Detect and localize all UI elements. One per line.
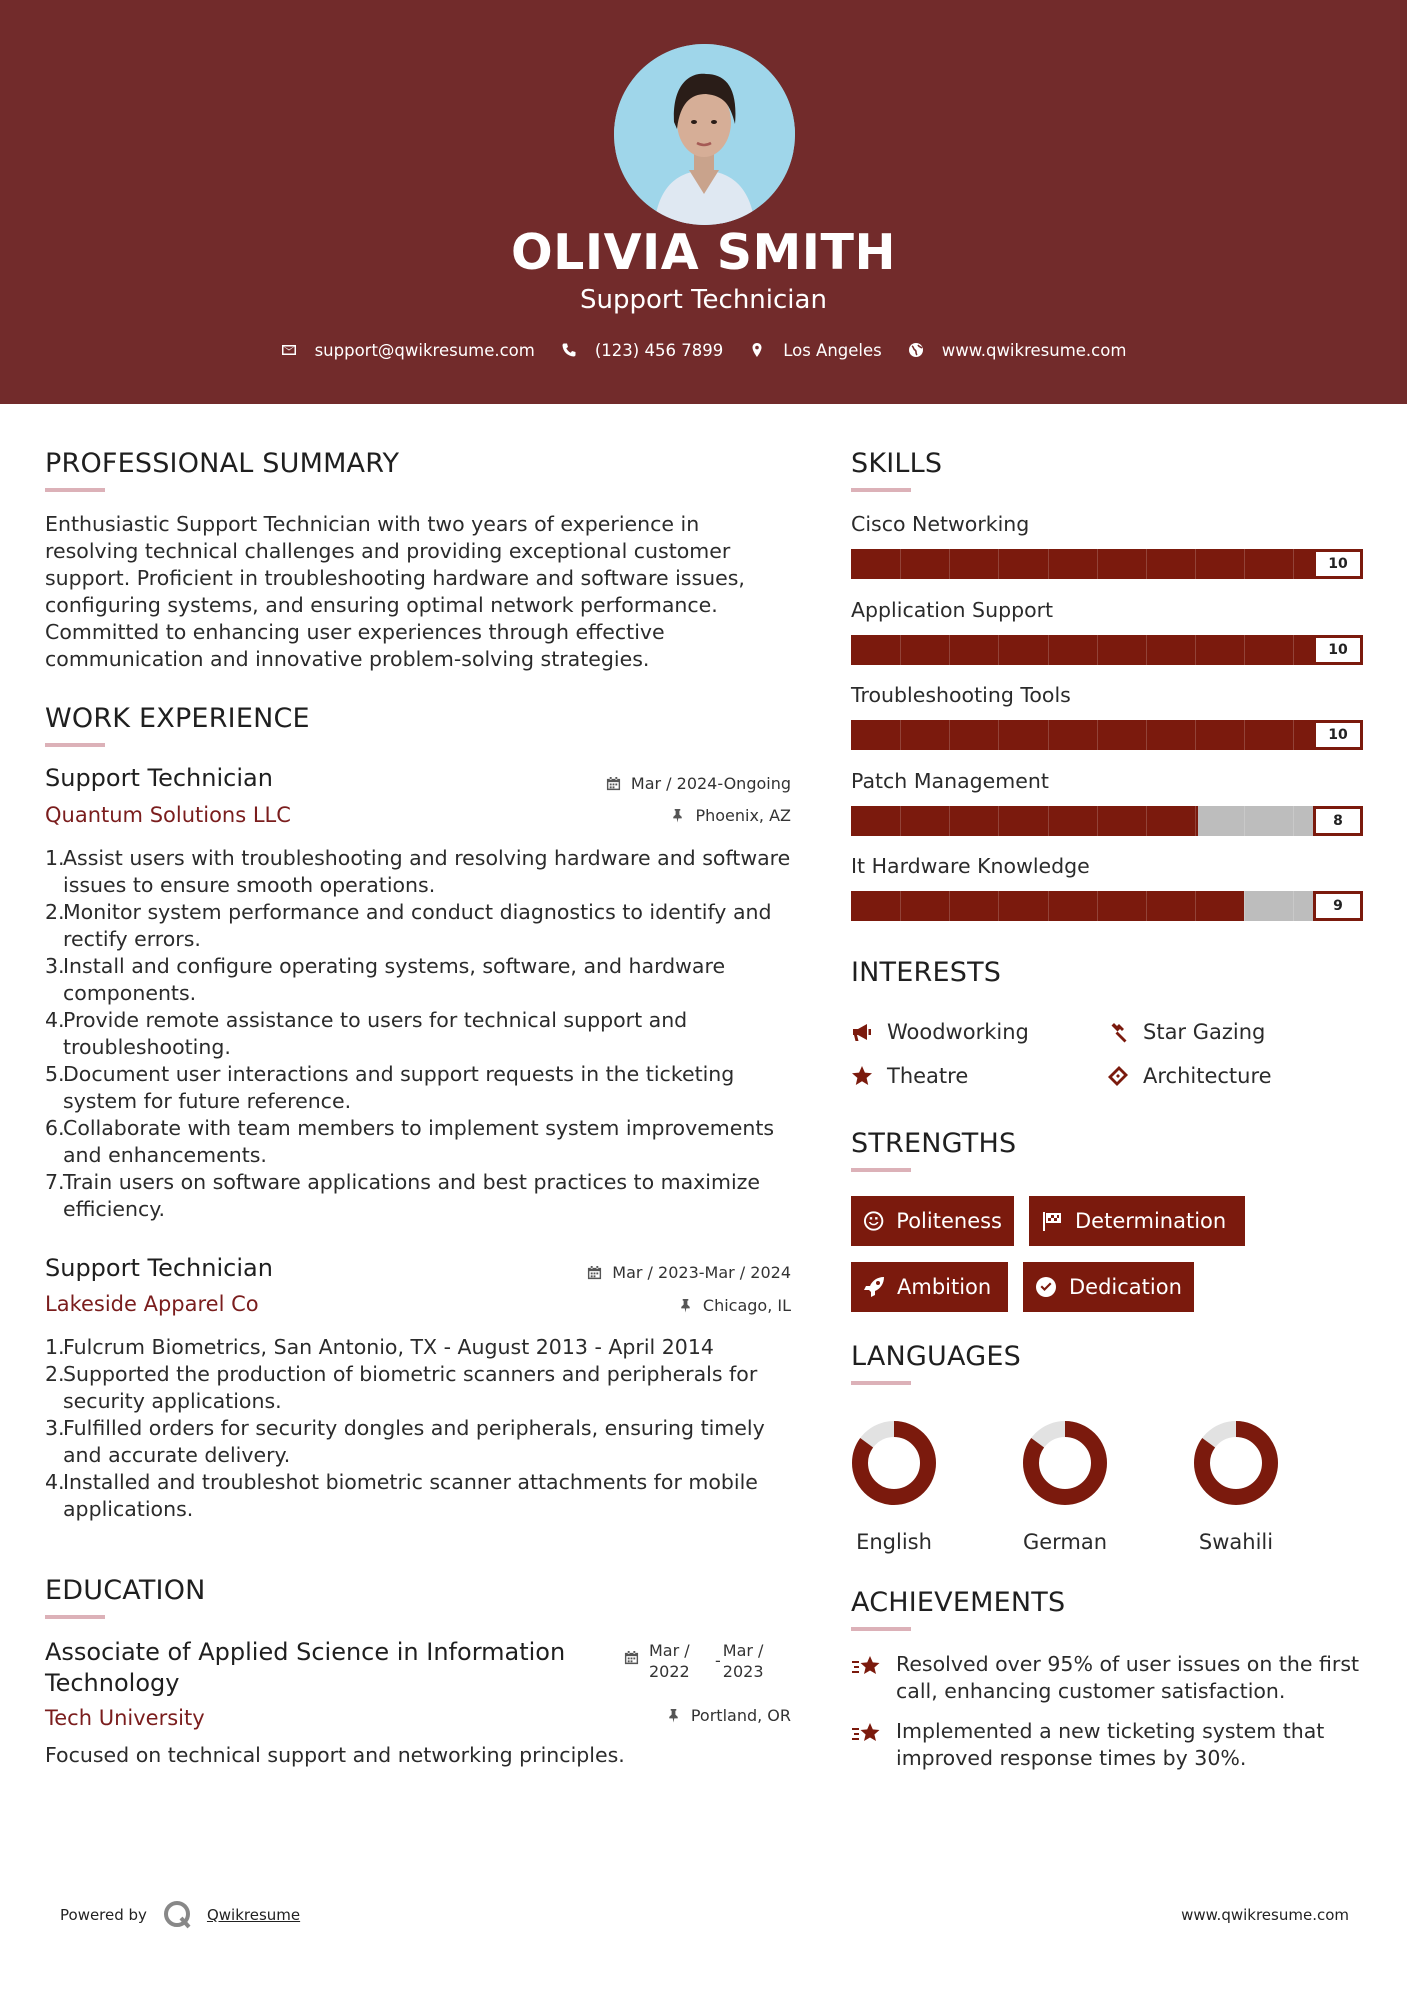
- skill-segment-divider: [1244, 635, 1245, 665]
- skill-segment-divider: [900, 891, 901, 921]
- contact-bar: [0, 338, 1407, 362]
- contact-website[interactable]: [908, 341, 1127, 360]
- skill-label: Troubleshooting Tools: [851, 683, 1071, 707]
- calendar-icon: [606, 776, 621, 791]
- skill-bar-fill: [851, 720, 1363, 750]
- language-item: [1005, 1418, 1125, 1554]
- star-icon: [851, 1065, 873, 1087]
- skill-level-badge: 8: [1313, 806, 1363, 836]
- skill-label: It Hardware Knowledge: [851, 854, 1090, 878]
- powered-by-label: Powered by: [60, 1906, 147, 1924]
- strength-badge: [1023, 1262, 1194, 1312]
- job-title: Support Technician: [45, 764, 273, 792]
- contact-phone-text: (123) 456 7899: [594, 340, 724, 360]
- candidate-name: OLIVIA SMITH: [511, 224, 896, 281]
- section-underline: [45, 1615, 105, 1619]
- megaphone-icon: [851, 1021, 873, 1043]
- skill-bar: [851, 635, 1363, 665]
- envelope-icon: [281, 342, 297, 358]
- experience-heading: WORK EXPERIENCE: [45, 703, 310, 734]
- language-donut: [1191, 1418, 1281, 1508]
- brand-link[interactable]: Qwikresume: [206, 1906, 301, 1924]
- resume-header: [0, 0, 1407, 404]
- strength-label: Ambition: [897, 1275, 992, 1299]
- job-date: [606, 774, 791, 793]
- candidate-title: Support Technician: [580, 285, 827, 315]
- education-location-text: Portland, OR: [690, 1706, 791, 1725]
- pushpin-icon: [670, 808, 685, 823]
- skill-segment-divider: [1195, 549, 1196, 579]
- job-title: Support Technician: [45, 1254, 273, 1282]
- pushpin-icon: [678, 1298, 693, 1313]
- list-item: 7. Train users on software applications and best practices to maximize efficiency.: [45, 1170, 761, 1221]
- list-item: 1. Assist users with troubleshooting and resolving hardware and software issues to ensure smooth operations.: [45, 846, 791, 897]
- skill-segment-divider: [900, 720, 901, 750]
- skill-segment-divider: [1146, 891, 1147, 921]
- skill-segment-divider: [1244, 806, 1245, 836]
- languages-heading: LANGUAGES: [851, 1341, 1021, 1372]
- section-underline: [851, 1627, 911, 1631]
- language-item: [834, 1418, 954, 1554]
- job-location: [678, 1296, 791, 1315]
- skill-segment-divider: [1244, 549, 1245, 579]
- skill-segment-divider: [1195, 720, 1196, 750]
- interest-label: Star Gazing: [1143, 1020, 1266, 1044]
- skill-bar-fill: [851, 635, 1363, 665]
- interest-label: Theatre: [887, 1064, 969, 1088]
- achievement-item: [851, 1718, 1361, 1772]
- skill-segment-divider: [1097, 806, 1098, 836]
- interest-item: [851, 1064, 968, 1088]
- contact-location-text: Los Angeles: [783, 340, 882, 360]
- list-item: 4. Installed and troubleshot biometric scanner attachments for mobile applications.: [45, 1470, 758, 1521]
- skill-bar: [851, 891, 1363, 921]
- phone-icon: [561, 342, 577, 358]
- skill-label: Patch Management: [851, 768, 1049, 793]
- achievement-item: [851, 1651, 1361, 1705]
- strength-label: Determination: [1075, 1209, 1227, 1233]
- language-donut: [1020, 1418, 1110, 1508]
- list-item: 5. Document user interactions and support requests in the ticketing system for future reference.: [45, 1062, 735, 1113]
- education-description: Focused on technical support and networking principles.: [45, 1743, 625, 1767]
- job-bullets: [45, 1334, 795, 1523]
- skill-segment-divider: [1244, 720, 1245, 750]
- language-donut: [849, 1418, 939, 1508]
- award-star-icon: [851, 1720, 883, 1748]
- skill-segment-divider: [1048, 720, 1049, 750]
- language-name: German: [1022, 1530, 1108, 1554]
- skill-segment-divider: [998, 891, 999, 921]
- section-underline: [851, 1168, 911, 1172]
- skill-segment-divider: [1097, 720, 1098, 750]
- ticket-icon: [1107, 1065, 1129, 1087]
- education-start: Mar / 2022: [649, 1641, 690, 1681]
- smile-icon: [863, 1210, 884, 1232]
- skill-segment-divider: [949, 549, 950, 579]
- skill-segment-divider: [1293, 806, 1294, 836]
- flag-icon: [1041, 1210, 1063, 1232]
- section-underline: [45, 743, 105, 747]
- skill-segment-divider: [998, 549, 999, 579]
- skill-level-badge: 10: [1313, 635, 1363, 665]
- language-name: English: [856, 1530, 932, 1554]
- skill-segment-divider: [1195, 635, 1196, 665]
- skill-segment-divider: [1293, 720, 1294, 750]
- interest-item: [851, 1020, 1029, 1044]
- skill-bar: [851, 806, 1363, 836]
- summary-text: Enthusiastic Support Technician with two years of experience in resolving technical challenges and providing exceptional customer support. Proficient in troubleshooting hardware and software issues, configuring systems, and ensuring optimal network performance. Committed to enhancing user experiences through effective communication and innovative problem-solving strategies.: [45, 512, 745, 671]
- footer-url[interactable]: www.qwikresume.com: [1181, 1906, 1349, 1924]
- job-location: [670, 806, 791, 825]
- skill-segment-divider: [1146, 635, 1147, 665]
- education-dates: Mar / 2022 - Mar / 2023: [624, 1640, 773, 1682]
- skill-segment-divider: [949, 720, 950, 750]
- skill-segment-divider: [998, 806, 999, 836]
- strengths-heading: STRENGTHS: [851, 1128, 1017, 1159]
- skill-segment-divider: [949, 806, 950, 836]
- contact-phone[interactable]: [561, 341, 723, 360]
- contact-website-text: www.qwikresume.com: [941, 340, 1127, 360]
- skill-segment-divider: [1293, 549, 1294, 579]
- skill-bar-fill: [851, 549, 1363, 579]
- list-item: 2. Supported the production of biometric scanners and peripherals for security applications.: [45, 1362, 758, 1413]
- list-item: 6. Collaborate with team members to implement system improvements and enhancements.: [45, 1116, 775, 1167]
- list-item: 1. Fulcrum Biometrics, San Antonio, TX - August 2013 - April 2014: [45, 1335, 714, 1359]
- rocket-icon: [863, 1276, 885, 1298]
- footer-powered-by: [60, 1900, 300, 1930]
- skills-heading: SKILLS: [851, 448, 943, 479]
- interest-label: Architecture: [1143, 1064, 1272, 1088]
- skill-level-badge: 10: [1313, 549, 1363, 579]
- achievement-text: Implemented a new ticketing system that improved response times by 30%.: [896, 1719, 1325, 1770]
- skill-segment-divider: [1146, 806, 1147, 836]
- interest-label: Woodworking: [887, 1020, 1029, 1044]
- award-star-icon: [851, 1653, 883, 1681]
- school-name: Tech University: [45, 1706, 205, 1730]
- skill-level-badge: 10: [1313, 720, 1363, 750]
- interest-item: [1107, 1020, 1265, 1044]
- skill-segment-divider: [1048, 635, 1049, 665]
- job-location-text: Chicago, IL: [702, 1296, 791, 1315]
- pushpin-icon: [666, 1708, 681, 1723]
- skill-segment-divider: [1195, 891, 1196, 921]
- job-company: Lakeside Apparel Co: [45, 1292, 259, 1316]
- strength-label: Politeness: [896, 1209, 1002, 1233]
- degree-title: Associate of Applied Science in Information Technology: [45, 1638, 566, 1697]
- map-pin-icon: [749, 342, 765, 358]
- skill-segment-divider: [900, 635, 901, 665]
- section-underline: [45, 488, 105, 492]
- job-bullets: [45, 845, 795, 1223]
- list-item: 3. Install and configure operating systems, software, and hardware components.: [45, 954, 726, 1005]
- strength-label: Dedication: [1069, 1275, 1182, 1299]
- strength-badge: [1029, 1196, 1245, 1246]
- education-location: [666, 1706, 791, 1725]
- strength-badge: [851, 1262, 1008, 1312]
- job-date-text: Mar / 2023-Mar / 2024: [612, 1263, 791, 1282]
- skill-segment-divider: [998, 720, 999, 750]
- education-end: Mar / 2023: [722, 1641, 764, 1681]
- skill-segment-divider: [1048, 806, 1049, 836]
- profile-photo: [614, 44, 795, 225]
- check-circle-icon: [1035, 1276, 1057, 1298]
- strength-badge: [851, 1196, 1014, 1246]
- skill-segment-divider: [1146, 549, 1147, 579]
- contact-email-text: support@qwikresume.com: [314, 340, 535, 360]
- language-name: Swahili: [1198, 1530, 1274, 1554]
- skill-label: Application Support: [851, 597, 1054, 622]
- list-item: 4. Provide remote assistance to users for technical support and troubleshooting.: [45, 1008, 688, 1059]
- list-item: 3. Fulfilled orders for security dongles and peripherals, ensuring timely and accurate delivery.: [45, 1416, 765, 1467]
- skill-segment-divider: [949, 635, 950, 665]
- section-underline: [851, 1381, 911, 1385]
- skill-segment-divider: [1293, 891, 1294, 921]
- skill-label: Cisco Networking: [851, 512, 1030, 536]
- skill-segment-divider: [998, 635, 999, 665]
- qwikresume-logo-icon: [163, 1900, 193, 1930]
- gavel-icon: [1107, 1021, 1129, 1043]
- skill-segment-divider: [1097, 549, 1098, 579]
- job-date-text: Mar / 2024-Ongoing: [630, 774, 791, 793]
- skill-segment-divider: [1097, 635, 1098, 665]
- section-underline: [851, 488, 911, 492]
- skill-segment-divider: [1048, 549, 1049, 579]
- interest-item: [1107, 1064, 1272, 1088]
- calendar-icon: [587, 1265, 602, 1280]
- interests-heading: INTERESTS: [851, 957, 1002, 988]
- contact-email[interactable]: [281, 341, 535, 360]
- achievement-text: Resolved over 95% of user issues on the first call, enhancing customer satisfaction.: [896, 1652, 1360, 1703]
- skill-segment-divider: [1097, 891, 1098, 921]
- skill-segment-divider: [900, 806, 901, 836]
- list-item: 2. Monitor system performance and conduct diagnostics to identify and rectify errors.: [45, 900, 772, 951]
- education-heading: EDUCATION: [45, 1575, 206, 1606]
- skill-segment-divider: [1146, 720, 1147, 750]
- language-item: [1176, 1418, 1296, 1554]
- skill-segment-divider: [949, 891, 950, 921]
- calendar-icon: [624, 1650, 639, 1665]
- skill-segment-divider: [1293, 635, 1294, 665]
- skill-bar: [851, 549, 1363, 579]
- job-date: [587, 1263, 791, 1282]
- summary-heading: PROFESSIONAL SUMMARY: [45, 448, 400, 479]
- skill-segment-divider: [1048, 891, 1049, 921]
- globe-icon: [908, 342, 924, 358]
- contact-location: [749, 341, 882, 360]
- skill-segment-divider: [900, 549, 901, 579]
- skill-level-badge: 9: [1313, 891, 1363, 921]
- skill-bar: [851, 720, 1363, 750]
- skill-segment-divider: [1244, 891, 1245, 921]
- skill-segment-divider: [1195, 806, 1196, 836]
- job-company: Quantum Solutions LLC: [45, 803, 291, 827]
- achievements-heading: ACHIEVEMENTS: [851, 1587, 1066, 1618]
- job-location-text: Phoenix, AZ: [695, 806, 791, 825]
